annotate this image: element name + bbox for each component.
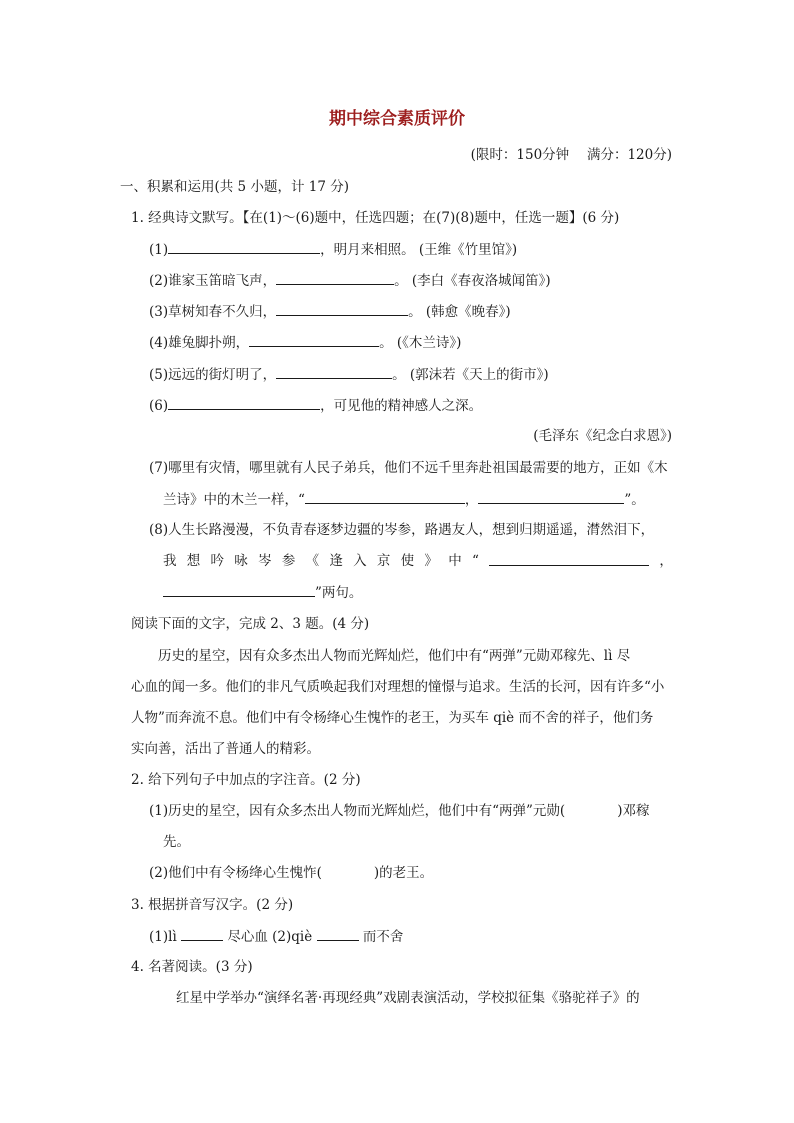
q2-item-1-cont: 先。: [163, 834, 190, 850]
answer-blank[interactable]: [317, 926, 359, 941]
q1-item-1: (1) ，明月来相照。 (王维《竹里馆》): [149, 239, 517, 260]
q1-item-4: (4)雄兔脚扑朔， 。 (《木兰诗》): [149, 332, 461, 353]
question-1-stem: 1. 经典诗文默写。【在(1)～(6)题中，任选四题；在(7)(8)题中，任选一题】(6 分): [131, 210, 620, 226]
answer-blank[interactable]: [163, 582, 315, 597]
page-title: 期中综合素质评价: [329, 109, 465, 129]
q3-answers: (1)lì 尽心血 (2)qiè 而不舍: [149, 926, 403, 947]
reading-intro: 阅读下面的文字，完成 2、3 题。(4 分): [131, 616, 370, 632]
q1-item-6-source: (毛泽东《纪念白求恩》): [533, 428, 672, 444]
q2-item-1: (1)历史的星空，因有众多杰出人物而光辉灿烂，他们中有“两弹”元勋( )邓稼: [149, 803, 650, 819]
reading-line-4: 实向善，活出了普通人的精彩。: [131, 741, 320, 757]
q1-item-7-line2: 兰诗》中的木兰一样，“ ， ”。: [163, 489, 645, 510]
q1-item-6: (6) ，可见他的精神感人之深。: [149, 395, 482, 416]
reading-line-1: 历史的星空，因有众多杰出人物而光辉灿烂，他们中有“两弹”元勋邓稼先、lì 尽: [158, 648, 631, 664]
section-heading: 一、积累和运用(共 5 小题，计 17 分): [120, 179, 349, 195]
q1-item-8-line3: ”两句。: [163, 582, 362, 603]
question-3-stem: 3. 根据拼音写汉字。(2 分): [131, 897, 294, 913]
answer-blank[interactable]: [489, 551, 649, 566]
q1-item-3: (3)草树知春不久归， 。 (韩愈《晚春》): [149, 301, 511, 322]
answer-blank[interactable]: [168, 239, 320, 254]
q1-item-5: (5)远远的街灯明了， 。 (郭沫若《天上的街市》): [149, 364, 549, 385]
answer-blank[interactable]: [478, 489, 624, 504]
question-2-stem: 2. 给下列句子中加点的字注音。(2 分): [131, 772, 361, 788]
answer-blank[interactable]: [181, 926, 223, 941]
q1-item-8-line2: 我 想 吟 咏 岑 参 《 逢 入 京 使 》 中 “ ，: [163, 553, 673, 569]
answer-blank[interactable]: [168, 395, 320, 410]
answer-blank[interactable]: [276, 301, 408, 316]
answer-blank[interactable]: [305, 489, 465, 504]
reading-line-3: 人物”而奔流不息。他们中有令杨绛心生愧怍的老王，为买车 qiè 而不舍的祥子，他们务: [131, 710, 654, 726]
answer-blank[interactable]: [249, 332, 379, 347]
exam-meta: (限时：150分钟 满分：120分): [470, 147, 672, 163]
q1-item-7-line1: (7)哪里有灾情，哪里就有人民子弟兵，他们不远千里奔赴祖国最需要的地方，正如《木: [149, 460, 668, 476]
question-4-stem: 4. 名著阅读。(3 分): [131, 959, 253, 975]
q1-item-8-line1: (8)人生长路漫漫，不负青春逐梦边疆的岑参，路遇友人，想到归期遥遥，潸然泪下，: [149, 522, 655, 538]
reading-line-2: 心血的闻一多。他们的非凡气质唤起我们对理想的憧憬与追求。生活的长河，因有许多“小: [131, 679, 665, 695]
answer-blank[interactable]: [276, 270, 394, 285]
q2-item-2: (2)他们中有令杨绛心生愧怍( )的老王。: [149, 865, 434, 881]
q1-item-2: (2)谁家玉笛暗飞声， 。 (李白《春夜洛城闻笛》): [149, 270, 551, 291]
q4-passage-line-1: 红星中学举办“演绎名著·再现经典”戏剧表演活动，学校拟征集《骆驼祥子》的: [176, 990, 640, 1006]
answer-blank[interactable]: [276, 364, 392, 379]
